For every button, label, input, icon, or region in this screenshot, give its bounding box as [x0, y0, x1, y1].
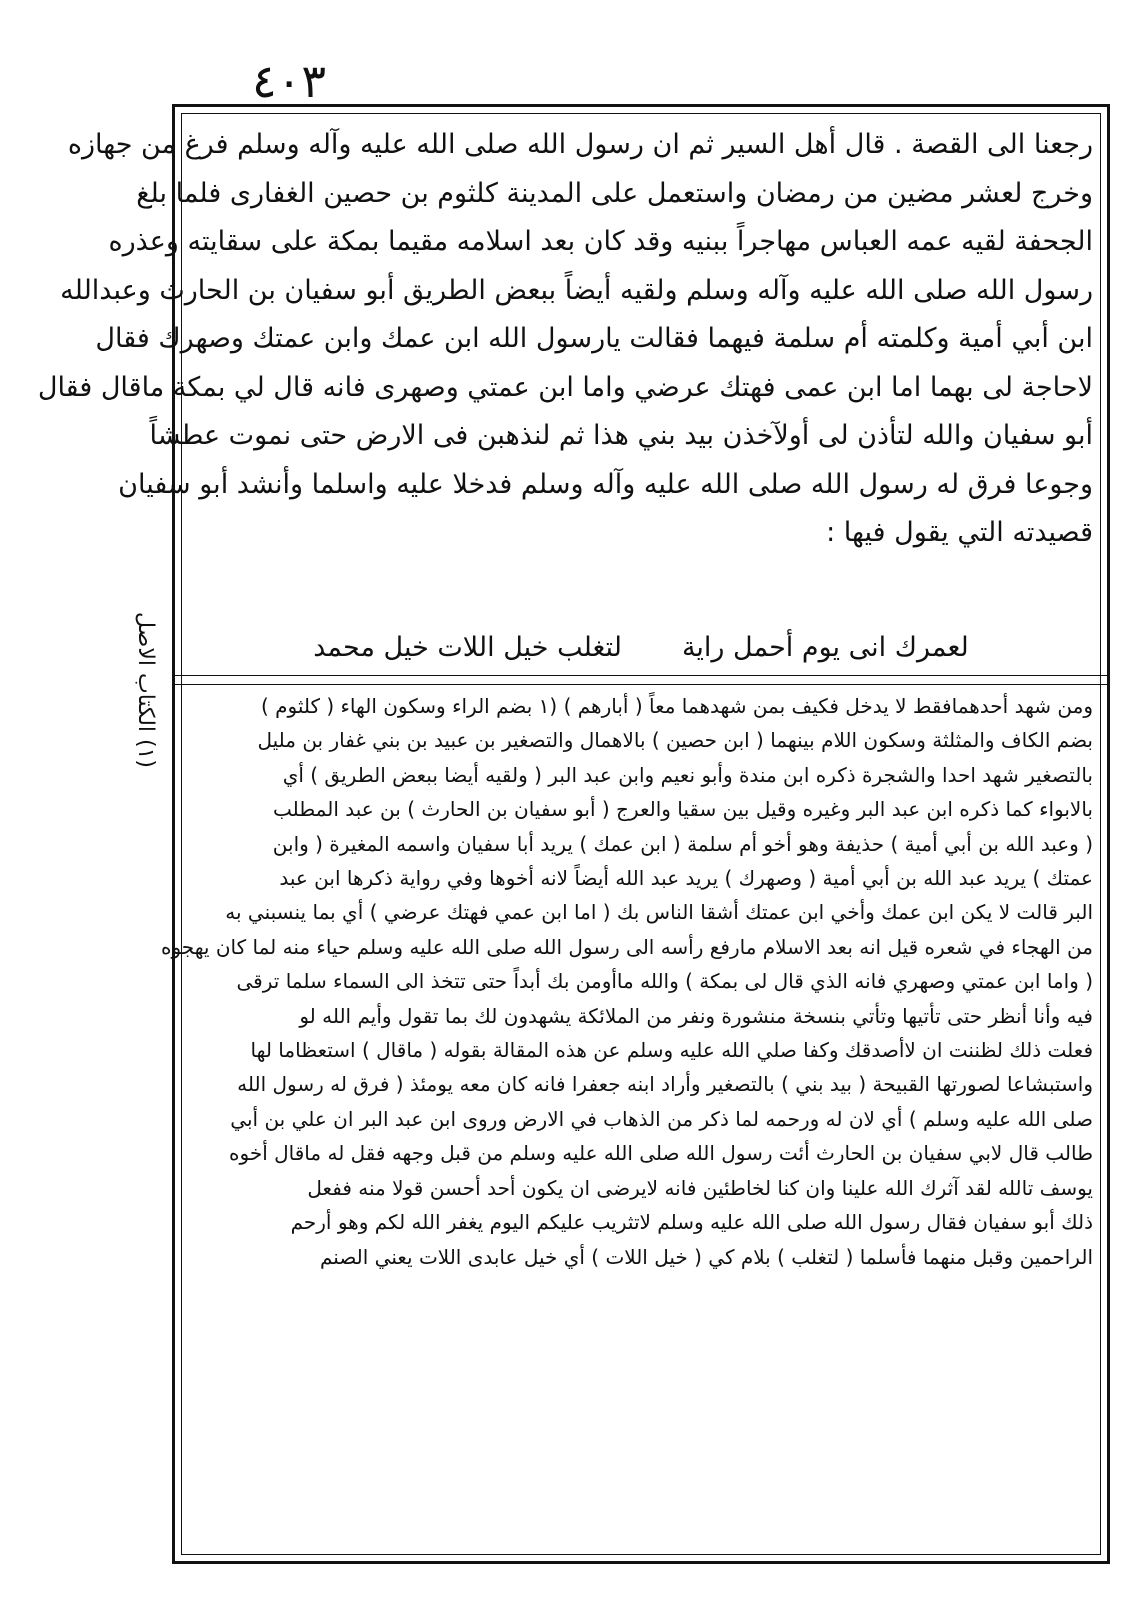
commentary-line: بالتصغير شهد احدا والشجرة ذكره ابن مندة وأبو نعيم وابن عبد البر ( ولقيه أيضا ببعض الطريق ) أي [282, 762, 1093, 787]
commentary-line: من الهجاء في شعره قيل انه بعد الاسلام مارفع رأسه الى رسول الله صلى الله عليه وسلم حياء منه لما كان يهجوه [160, 934, 1093, 959]
commentary-line: البر قالت لا يكن ابن عمك وأخي ابن عمتك أشقا الناس بك ( اما ابن عمي فهتك عرضي ) أي بما ينسبني به [225, 900, 1093, 925]
main-text-line: الجحفة لقيه عمه العباس مهاجراً ببنيه وقد كان بعد اسلامه مقيما بمكة على سقايته وعذره [108, 226, 1093, 257]
commentary-line: فعلت ذلك لظننت ان لاأصدقك وكفا صلي الله عليه وسلم عن هذه المقالة بقوله ( ماقال ) استعظاما لها [250, 1038, 1093, 1063]
commentary-line: طالب قال لابي سفيان بن الحارث أئت رسول الله صلى الله عليه وسلم من قبل وجهه فقل له ماقال أخوه [229, 1141, 1093, 1166]
main-text-line: وخرج لعشر مضين من رمضان واستعمل على المدينة كلثوم بن حصين الغفارى فلما بلغ [136, 177, 1093, 209]
commentary-line: بضم الكاف والمثلثة وسكون اللام بينهما ( ابن حصين ) بالاهمال والتصغير بن عبيد بن بني غفار بن مليل [257, 728, 1093, 753]
main-text-line: لاحاجة لى بهما اما ابن عمى فهتك عرضي واما ابن عمتي وصهرى فانه قال لي بمكة ماقال فقال [37, 371, 1093, 403]
main-text-line: رجعنا الى القصة . قال أهل السير ثم ان رسول الله صلى الله عليه وآله وسلم فرغ من جهازه [67, 129, 1093, 160]
verse-first-hemistich: لعمرك انى يوم أحمل راية [681, 632, 969, 663]
commentary-line: ذلك أبو سفيان فقال رسول الله صلى الله عليه وسلم لاتثريب عليكم اليوم يغفر الله لكم وهو أرحم [290, 1210, 1093, 1235]
main-text-line: وجوعا فرق له رسول الله صلى الله عليه وآله وسلم فدخلا عليه واسلما وأنشد أبو سفيان [118, 468, 1093, 500]
commentary-line: ( وعبد الله بن أبي أمية ) حذيفة وهو أخو أم سلمة ( ابن عمك ) يريد أبا سفيان واسمه المغيرة ( وابن [272, 831, 1093, 856]
commentary-line: فيه وأنا أنظر حتى تأتيها وتأتي بنسخة منشورة ونفر من الملائكة يشهدون لك بما تقول وأيم الله لو [299, 1003, 1093, 1028]
verse-second-hemistich: لتغلب خيل اللات خيل محمد [313, 632, 622, 663]
commentary-line: عمتك ) يريد عبد الله بن أبي أمية ( وصهرك ) يريد عبد الله أيضاً لانه أخوها وفي رواية ذكرها ابن عبد [279, 866, 1093, 891]
section-divider [175, 675, 1107, 685]
main-text-line: رسول الله صلى الله عليه وآله وسلم ولقيه أيضاً ببعض الطريق أبو سفيان بن الحارث وعبدالله [60, 274, 1093, 306]
main-text-block [37, 121, 1093, 679]
poem-verse [189, 622, 1093, 674]
commentary-line: يوسف تالله لقد آثرك الله علينا وان كنا لخاطئين فانه لايرضى ان يكون أحد أحسن قولا منه ففعل [307, 1175, 1093, 1200]
commentary-line: ( واما ابن عمتي وصهري فانه الذي قال لى بمكة ) والله ماأومن بك أبداً حتى تتخذ الى السماء سلما ترقى [236, 969, 1093, 994]
page-number: ٤٠٣ [252, 54, 327, 108]
commentary-line: صلى الله عليه وسلم ) أي لان له ورحمه لما ذكر من الذهاب في الارض وروى ابن عبد البر ان علي بن أبي [230, 1106, 1093, 1131]
margin-note: (١) الكتاب الاصل [133, 611, 158, 768]
main-text-line: أبو سفيان والله لتأذن لى أولآخذن بيد بني هذا ثم لنذهبن فى الارض حتى نموت عطشاً [149, 420, 1093, 451]
commentary-line: الراحمين وقبل منهما فأسلما ( لتغلب ) بلام كي ( خيل اللات ) أي خيل عابدى اللات يعني الصنم [319, 1244, 1093, 1269]
commentary-line: ومن شهد أحدهمافقط لا يدخل فكيف بمن شهدهما معاً ( أبارهم ) (١ بضم الراء وسكون الهاء ( كلثوم ) [260, 694, 1093, 718]
commentary-line: واستبشاعا لصورتها القبيحة ( بيد بني ) بالتصغير وأراد ابنه جعفرا فانه كان معه يومئذ ( فرق له رسول الله [237, 1072, 1093, 1097]
commentary-block [160, 689, 1093, 1551]
main-text-line: قصيدته التي يقول فيها : [826, 517, 1093, 548]
commentary-line: بالابواء كما ذكره ابن عبد البر وغيره وقيل بين سقيا والعرج ( أبو سفيان بن الحارث ) بن عبد المطلب [273, 797, 1093, 822]
main-text-line: ابن أبي أمية وكلمته أم سلمة فيهما فقالت يارسول الله ابن عمك وابن عمتك وصهرك فقال [95, 323, 1093, 354]
